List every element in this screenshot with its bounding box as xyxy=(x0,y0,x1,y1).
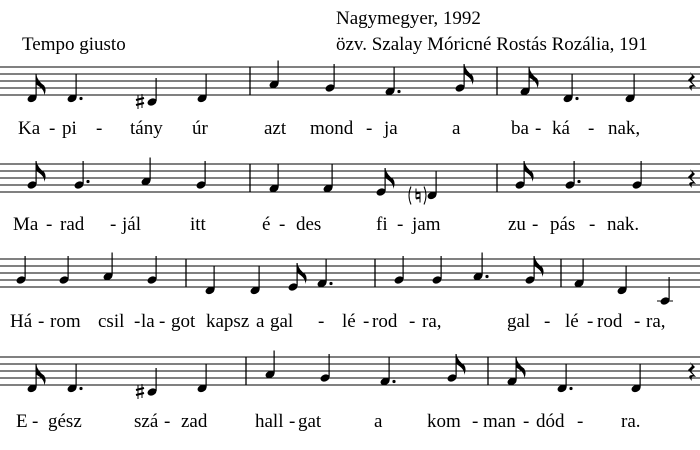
note-flag xyxy=(529,68,539,89)
lyric-syllable: a xyxy=(374,411,383,432)
lyric-syllable: jál xyxy=(122,214,141,235)
lyric-syllable: kom xyxy=(427,411,461,432)
augmentation-dot xyxy=(79,97,82,100)
lyric-syllable: é xyxy=(262,214,271,235)
natural-sign xyxy=(416,198,420,199)
lyric-hyphen: - xyxy=(634,311,641,332)
lyric-syllable: pás xyxy=(550,214,576,235)
sharp-sign xyxy=(136,103,144,105)
lyric-syllable: hall xyxy=(255,411,284,432)
lyric-syllable: gat xyxy=(298,411,322,432)
lyric-syllable: lé xyxy=(342,311,356,332)
lyric-syllable: Ka xyxy=(18,118,41,139)
lyric-syllable: rom xyxy=(50,311,81,332)
augmentation-dot xyxy=(575,97,578,100)
lyric-syllable: csil xyxy=(98,311,125,332)
lyric-syllable: Ma xyxy=(13,214,39,235)
lyric-hyphen: - xyxy=(46,214,53,235)
note-flag xyxy=(516,358,526,379)
lyric-syllable: a xyxy=(256,311,265,332)
lyric-syllable: gész xyxy=(48,411,82,432)
lyric-syllable: tány xyxy=(130,118,163,139)
lyric-syllable: ra. xyxy=(621,411,641,432)
note-flag xyxy=(36,365,46,386)
lyric-hyphen: - xyxy=(96,118,103,139)
lyric-syllable: gal xyxy=(507,311,531,332)
lyric-syllable: azt xyxy=(264,118,287,139)
lyric-syllable: E xyxy=(16,411,28,432)
lyric-hyphen: - xyxy=(409,311,416,332)
lyric-hyphen: - xyxy=(544,311,551,332)
lyric-syllable: des xyxy=(296,214,322,235)
lyric-syllable: rod xyxy=(372,311,398,332)
lyric-syllable: fi xyxy=(376,214,388,235)
augmentation-dot xyxy=(86,180,89,183)
lyric-hyphen: - xyxy=(279,214,286,235)
lyric-syllable: rod xyxy=(597,311,623,332)
lyric-syllable: a xyxy=(452,118,461,139)
lyric-syllable: la xyxy=(141,311,155,332)
lyric-hyphen: - xyxy=(318,311,325,332)
lyric-hyphen: - xyxy=(532,214,539,235)
paren-accidental xyxy=(424,187,426,205)
sharp-sign xyxy=(136,98,144,100)
lyric-hyphen: - xyxy=(38,311,45,332)
lyric-syllable: ra, xyxy=(422,311,442,332)
tempo-marking: Tempo giusto xyxy=(22,34,126,55)
lyric-syllable: úr xyxy=(192,118,208,139)
lyric-hyphen: - xyxy=(523,411,530,432)
place-year: Nagymegyer, 1992 xyxy=(336,8,481,29)
lyric-hyphen: - xyxy=(472,411,479,432)
lyric-syllable: Há xyxy=(10,311,33,332)
lyric-syllable: zu xyxy=(508,214,526,235)
lyric-hyphen: - xyxy=(397,214,404,235)
augmentation-dot xyxy=(397,90,400,93)
lyric-syllable: gal xyxy=(270,311,294,332)
lyric-syllable: pi xyxy=(62,118,77,139)
lyric-hyphen: - xyxy=(588,118,595,139)
lyric-syllable: dód xyxy=(536,411,565,432)
augmentation-dot xyxy=(577,180,580,183)
augmentation-dot xyxy=(392,380,395,383)
performer-name: özv. Szalay Móricné Rostás Rozália, 191 xyxy=(336,34,648,55)
lyric-hyphen: - xyxy=(289,411,296,432)
sharp-sign xyxy=(136,388,144,390)
lyric-syllable: mond xyxy=(310,118,354,139)
lyric-hyphen: - xyxy=(589,214,596,235)
lyric-syllable: ba xyxy=(511,118,529,139)
lyric-hyphen: - xyxy=(110,214,117,235)
sharp-sign xyxy=(136,393,144,395)
lyric-hyphen: - xyxy=(134,311,141,332)
lyric-syllable: lé xyxy=(565,311,579,332)
lyric-hyphen: - xyxy=(535,118,542,139)
lyric-hyphen: - xyxy=(32,411,39,432)
lyric-hyphen: - xyxy=(587,311,594,332)
lyric-syllable: jam xyxy=(412,214,441,235)
note-flag xyxy=(36,75,46,96)
lyric-syllable: zad xyxy=(181,411,208,432)
lyric-syllable: kapsz xyxy=(206,311,250,332)
lyric-syllable: szá xyxy=(134,411,159,432)
lyric-hyphen: - xyxy=(577,411,584,432)
paren-accidental xyxy=(409,187,411,205)
augmentation-dot xyxy=(485,275,488,278)
natural-sign xyxy=(416,193,420,194)
lyric-syllable: ra, xyxy=(646,311,666,332)
lyric-syllable: man xyxy=(483,411,516,432)
lyric-syllable: nak, xyxy=(608,118,641,139)
lyric-hyphen: - xyxy=(366,118,373,139)
augmentation-dot xyxy=(569,387,572,390)
lyric-syllable: ja xyxy=(384,118,398,139)
lyric-hyphen: - xyxy=(49,118,56,139)
lyric-syllable: nak. xyxy=(607,214,640,235)
augmentation-dot xyxy=(329,282,332,285)
lyric-syllable: got xyxy=(171,311,196,332)
lyric-syllable: rad xyxy=(60,214,85,235)
lyric-syllable: ká xyxy=(552,118,570,139)
lyric-hyphen: - xyxy=(363,311,370,332)
lyric-hyphen: - xyxy=(164,411,171,432)
lyric-syllable: itt xyxy=(190,214,206,235)
augmentation-dot xyxy=(79,387,82,390)
lyric-hyphen: - xyxy=(159,311,166,332)
